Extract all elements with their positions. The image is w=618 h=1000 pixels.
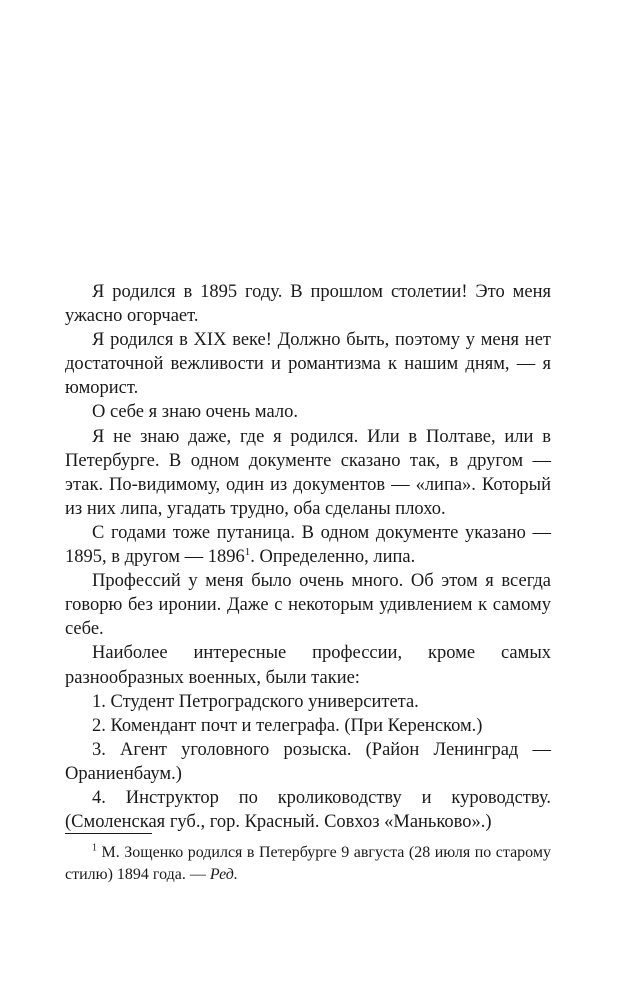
footnote-signature: Ред. [209,866,238,883]
list-item-2: 2. Комендант почт и телеграфа. (При Керенском.) [92,715,483,736]
footnote-text [65,842,551,886]
footnote-reference: 1 [244,545,251,558]
paragraph-1: Я родился в 1895 году. В прошлом столетии! Это меня ужасно огорчает. [65,282,551,327]
footnote-body: М. Зощенко родился в Петербурге 9 августа (28 июля по старому стилю) 1894 года. — [65,844,551,883]
paragraph-professions: Профессий у меня было очень много. Об этом я всегда говорю без иронии. Даже с некоторым удивлением к самому себе. [65,571,551,640]
paragraph-dates-end: . Определенно, липа. [250,547,416,568]
paragraph-3: О себе я знаю очень мало. [92,402,298,423]
footnote [65,833,551,886]
paragraph-4: Я не знаю даже, где я родился. Или в Полтаве, или в Петербурге. В одном документе сказано так, в другом — этак. По-видимому, один из документов — «липа». Который из них липа, угадать трудно, оба сделаны плохо. [65,426,551,519]
footnote-divider [65,833,152,834]
paragraph-dates-text: С годами тоже путаница. В одном документе указано — 1895, в другом — 1896 [65,522,551,568]
paragraph-2: Я родился в XIX веке! Должно быть, поэтому у меня нет достаточной вежливости и романтизма к нашим дням, — я юморист. [65,330,551,399]
main-text [65,280,551,834]
paragraph-dates [65,521,551,569]
list-item-1: 1. Студент Петроградского университета. [92,691,419,712]
footnote-number: 1 [92,842,97,854]
list-item-3: 3. Агент уголовного розыска. (Район Ленинград — Ораниенбаум.) [65,739,551,784]
paragraph-professions-intro: Наиболее интересные профессии, кроме самых разнообразных военных, были такие: [65,643,551,688]
list-item-4: 4. Инструктор по кролиководству и куроводству. (Смоленская губ., гор. Красный. Совхоз «Маньково».) [65,787,551,833]
